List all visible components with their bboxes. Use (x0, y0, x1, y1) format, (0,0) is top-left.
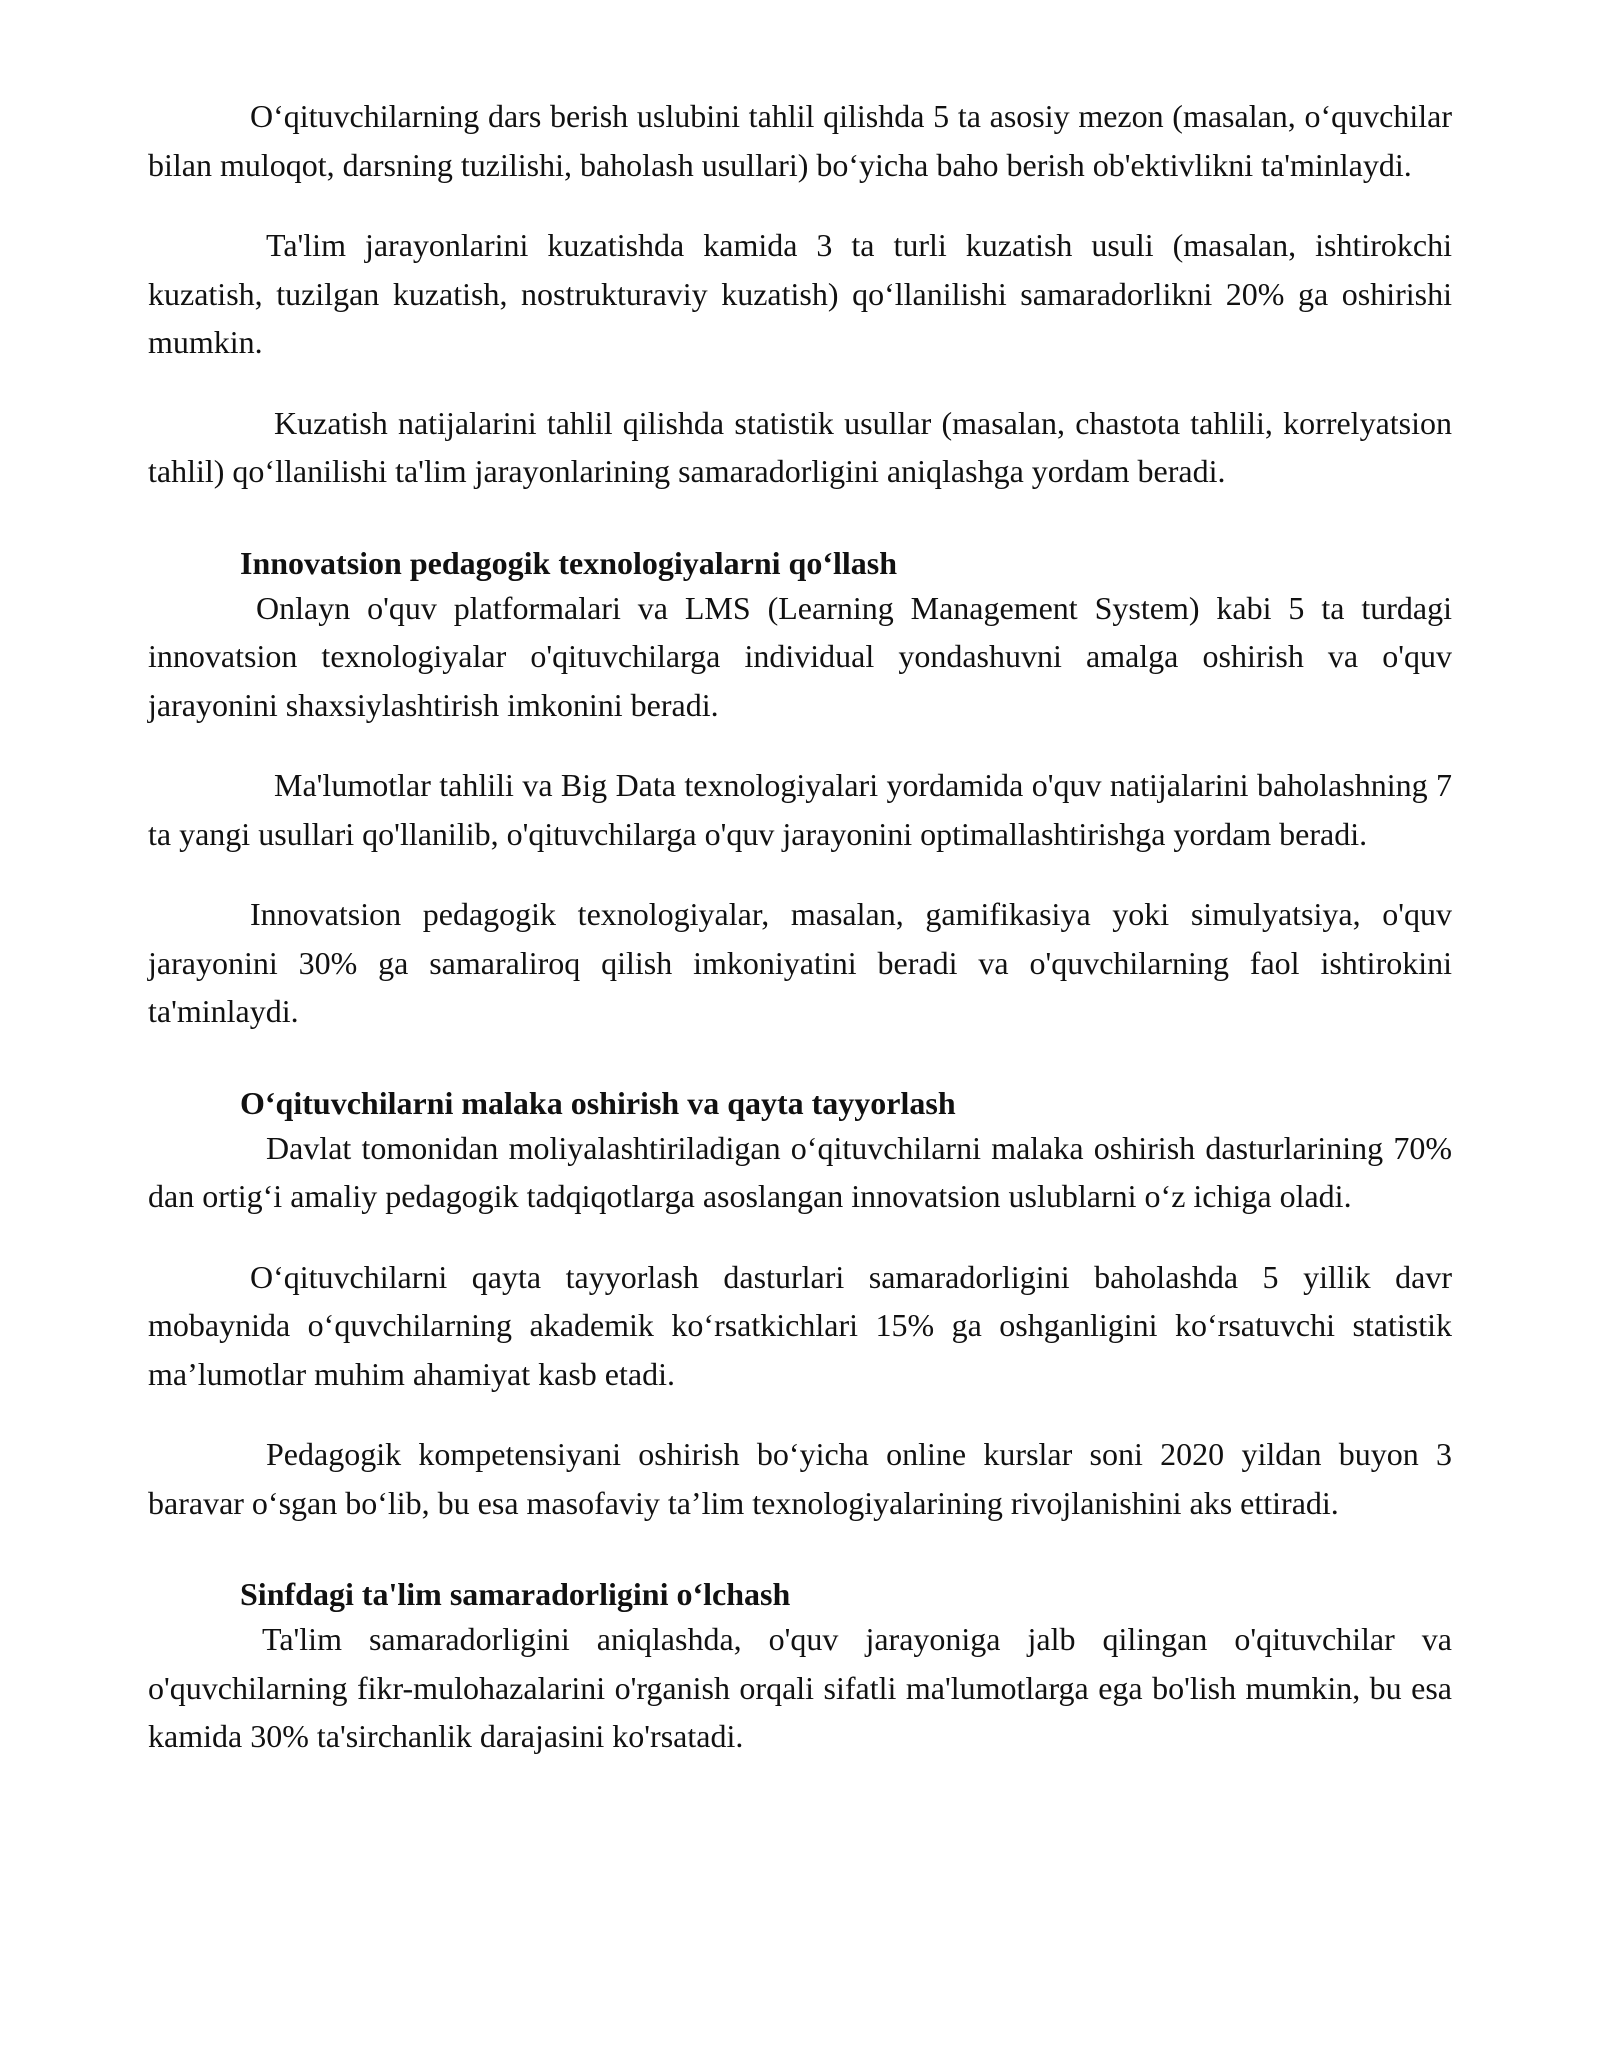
paragraph-teaching-style: O‘qituvchilarning dars berish uslubini tahlil qilishda 5 ta asosiy mezon (masalan, o‘quvchilar bilan muloqot, darsning tuzilishi, baholash usullari) bo‘yicha baho berish ob'ektivlikni ta'minlaydi. (148, 98, 1452, 183)
section-heading-teacher-training: O‘qituvchilarni malaka oshirish va qayta tayyorlash (240, 1084, 956, 1121)
paragraph-feedback-analysis: Ta'lim samaradorligini aniqlashda, o'quv jarayoniga jalb qilingan o'qituvchilar va o'quvchilarning fikr-mulohazalarini o'rganish orqali sifatli ma'lumotlarga ega bo'lish mumkin, bu esa kamida 30% ta'sirchanlik darajasini ko'rsatadi. (148, 1621, 1452, 1754)
paragraph-retraining-evaluation: O‘qituvchilarni qayta tayyorlash dasturlari samaradorligini baholashda 5 yillik davr mobaynida o‘quvchilarning akademik ko‘rsatkichlari 15% ga oshganligini ko‘rsatuvchi statistik ma’lumotlar muhim ahamiyat kasb etadi. (148, 1258, 1452, 1392)
paragraph-big-data: Ma'lumotlar tahlili va Big Data texnologiyalari yordamida o'quv natijalarini baholashning 7 ta yangi usullari qo'llanilib, o'qituvchilarga o'quv jarayonini optimallashtirishga yordam beradi. (148, 767, 1452, 852)
paragraph-state-funded-training: Davlat tomonidan moliyalashtiriladigan o‘qituvchilarni malaka oshirish dasturlarining 70% dan ortig‘i amaliy pedagogik tadqiqotlarga asoslangan innovatsion uslublarni o‘z ichiga oladi. (148, 1129, 1452, 1214)
document-page (148, 92, 1452, 1761)
paragraph-online-platforms: Onlayn o'quv platformalari va LMS (Learning Management System) kabi 5 ta turdagi innovatsion texnologiyalar o'qituvchilarga individual yondashuvni amalga oshirish va o'quv jarayonini shaxsiylashtirish imkonini beradi. (148, 589, 1452, 723)
paragraph-gamification: Innovatsion pedagogik texnologiyalar, masalan, gamifikasiya yoki simulyatsiya, o'quv jarayonini 30% ga samaraliroq qilish imkoniyatini beradi va o'quvchilarning faol ishtirokini ta'minlaydi. (148, 896, 1452, 1029)
paragraph-observation-methods: Ta'lim jarayonlarini kuzatishda kamida 3 ta turli kuzatish usuli (masalan, ishtirokchi kuzatish, tuzilgan kuzatish, nostrukturaviy kuzatish) qo‘llanilishi samaradorlikni 20% ga oshirishi mumkin. (148, 227, 1452, 360)
paragraph-statistical-analysis: Kuzatish natijalarini tahlil qilishda statistik usullar (masalan, chastota tahlili, korrelyatsion tahlil) qo‘llanilishi ta'lim jarayonlarining samaradorligini aniqlashga yordam beradi. (148, 404, 1452, 489)
paragraph-online-courses: Pedagogik kompetensiyani oshirish bo‘yicha online kurslar soni 2020 yildan buyon 3 baravar o‘sgan bo‘lib, bu esa masofaviy ta’lim texnologiyalarining rivojlanishini aks ettiradi. (148, 1436, 1452, 1521)
section-heading-classroom-effectiveness: Sinfdagi ta'lim samaradorligini o‘lchash (240, 1576, 791, 1612)
section-heading-innovative-technologies: Innovatsion pedagogik texnologiyalarni qo‘llash (240, 544, 898, 581)
